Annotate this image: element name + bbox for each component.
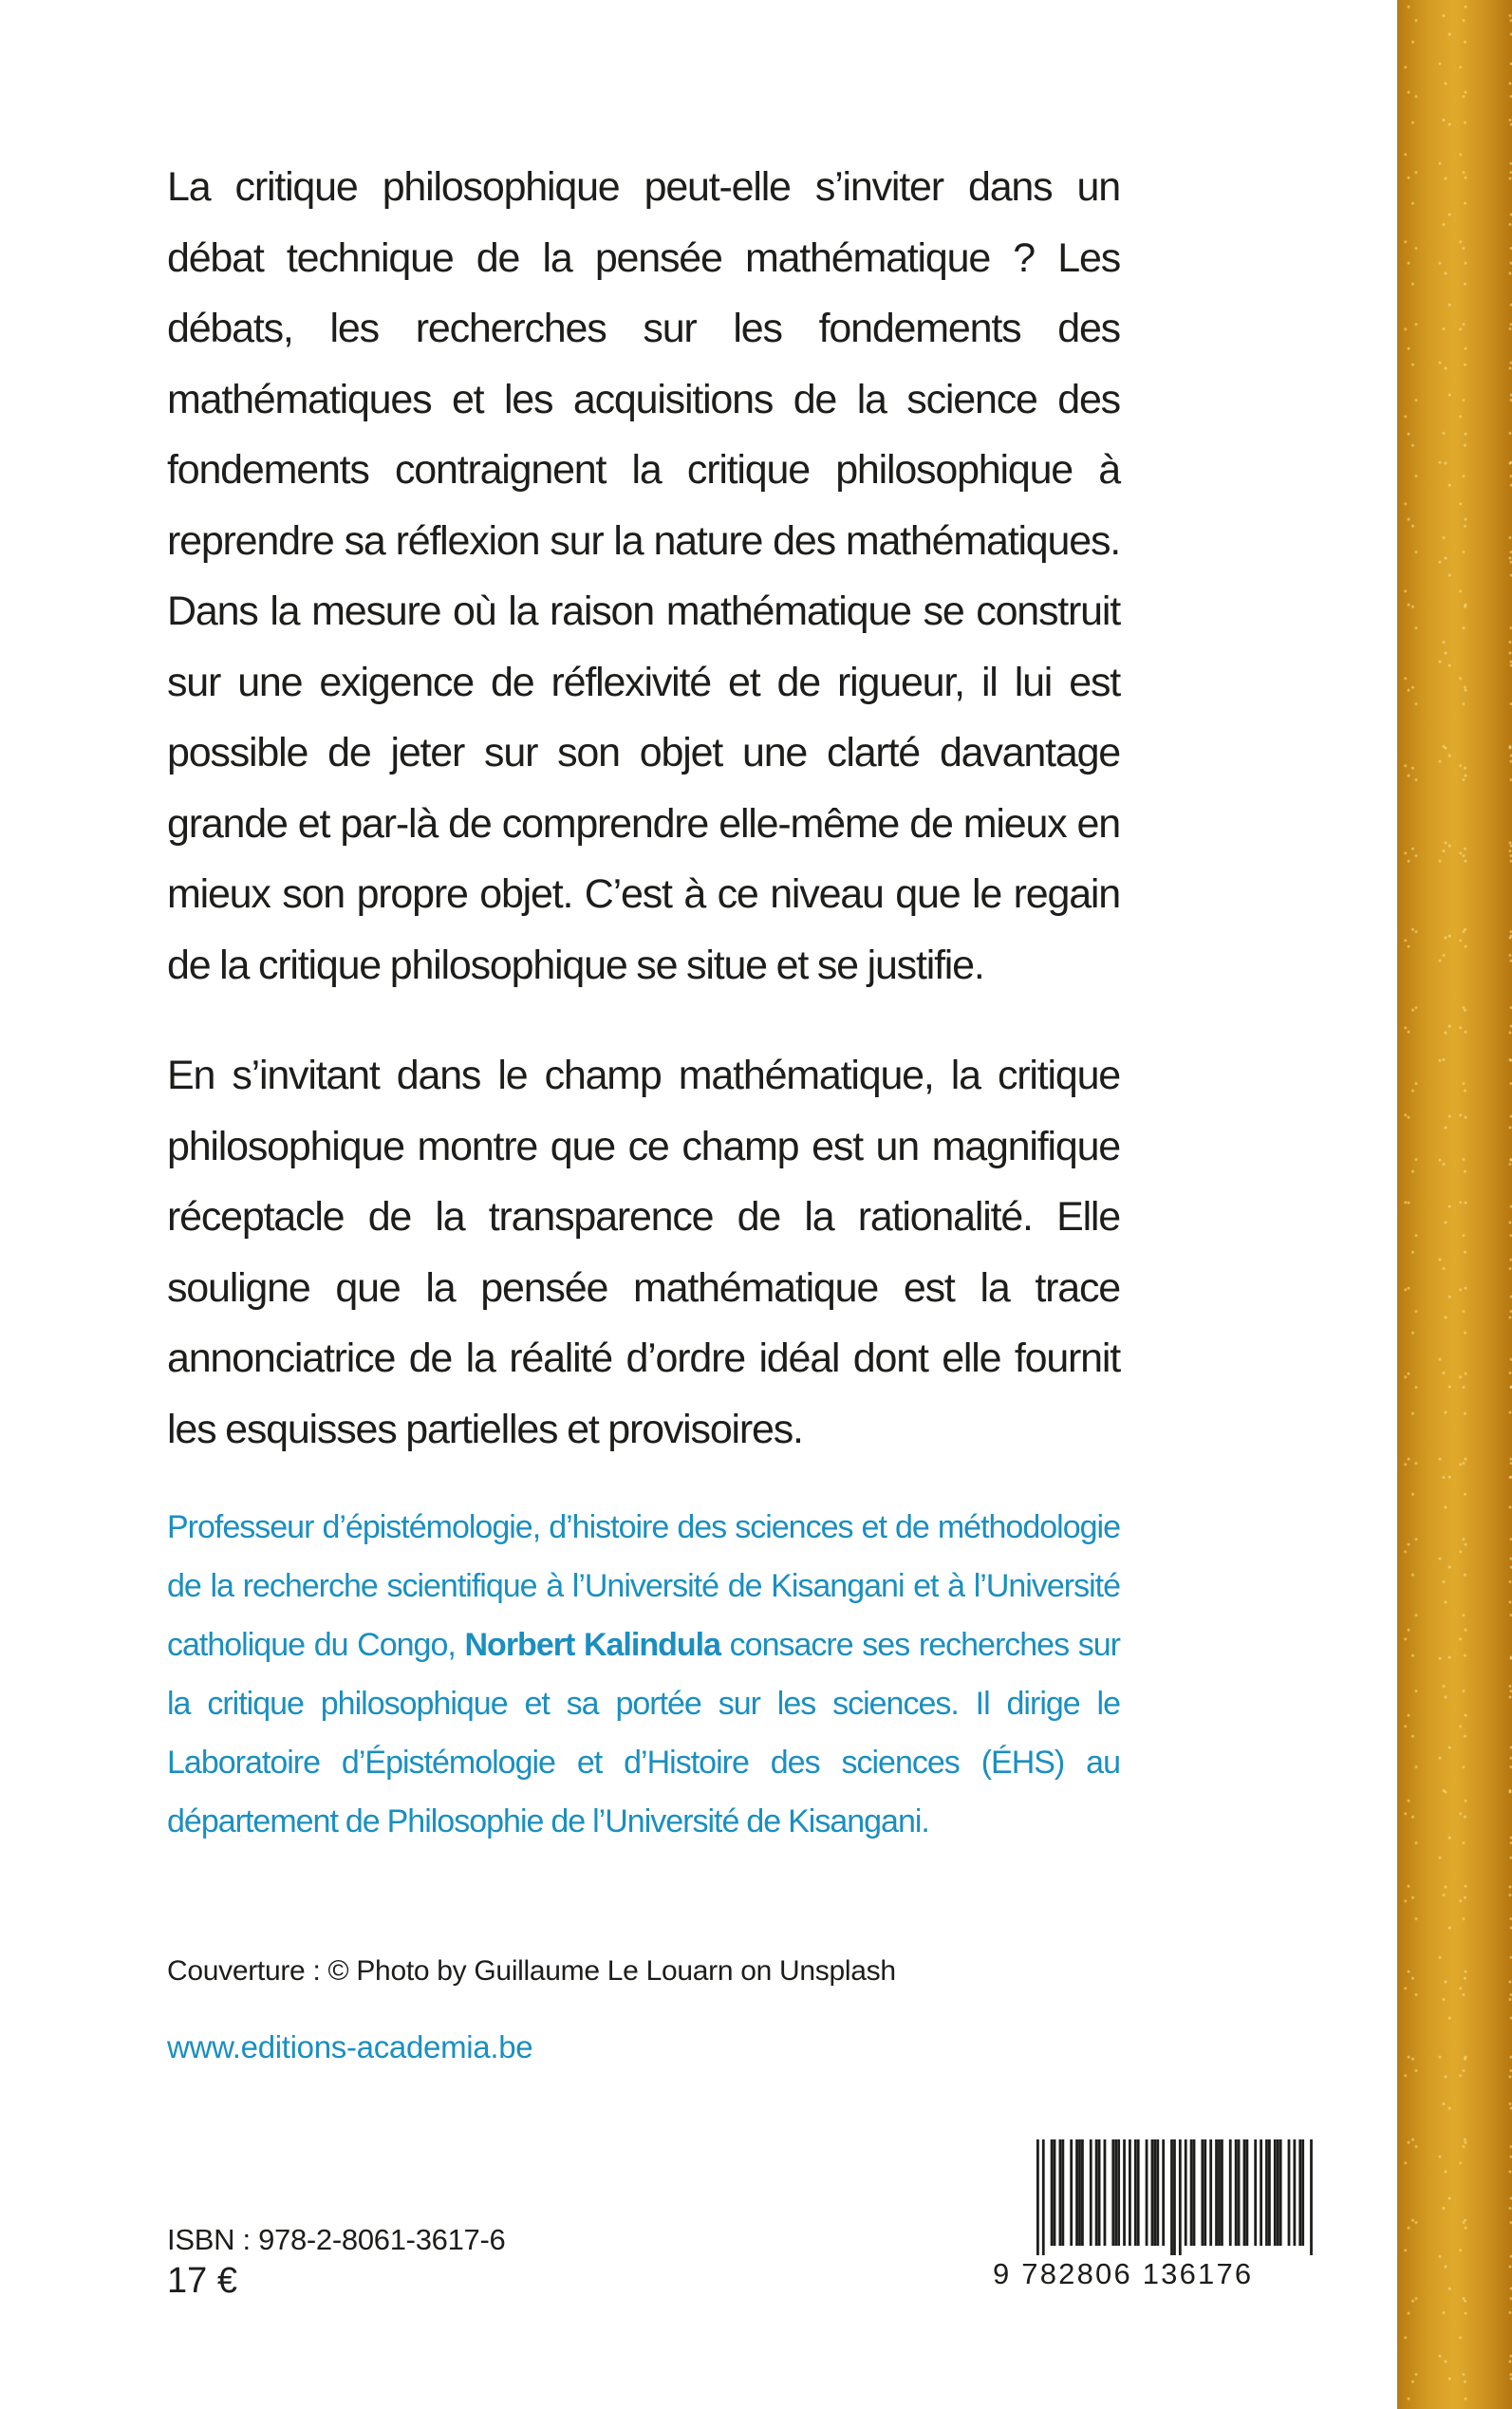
barcode-digits: 9 782806 136176 xyxy=(993,2257,1254,2290)
barcode-bar xyxy=(1243,2139,1246,2246)
barcode-bar xyxy=(1151,2139,1154,2246)
barcode-bar xyxy=(1254,2139,1257,2246)
price: 17 € xyxy=(167,2261,237,2301)
barcode-bar xyxy=(1036,2139,1039,2255)
barcode-bar xyxy=(1193,2139,1196,2246)
barcode-bar xyxy=(1098,2139,1101,2246)
barcode-bar xyxy=(1170,2139,1173,2255)
barcode-bar xyxy=(1114,2139,1117,2246)
barcode-bar xyxy=(1095,2139,1098,2246)
barcode-bar xyxy=(1137,2139,1140,2246)
author-name: Norbert Kalindula xyxy=(464,1627,720,1663)
barcode-bar xyxy=(1061,2139,1064,2246)
book-spine xyxy=(1397,0,1512,2409)
barcode-bar xyxy=(1146,2139,1148,2246)
barcode xyxy=(993,2139,1316,2297)
barcode-bar xyxy=(1185,2139,1187,2246)
blurb xyxy=(167,152,1120,1504)
barcode-bar xyxy=(1209,2139,1212,2246)
barcode-bar xyxy=(1090,2139,1092,2246)
barcode-bar xyxy=(1059,2139,1062,2246)
barcode-bar xyxy=(1162,2139,1165,2246)
barcode-bar xyxy=(1293,2139,1296,2246)
barcode-bar xyxy=(1260,2139,1262,2246)
barcode-bar xyxy=(1134,2139,1137,2246)
barcode-bar xyxy=(1265,2139,1268,2246)
barcode-bar xyxy=(1078,2139,1081,2246)
barcode-bar xyxy=(1104,2139,1107,2246)
barcode-bar xyxy=(1235,2139,1238,2246)
barcode-bar xyxy=(1173,2139,1176,2255)
barcode-bar xyxy=(1201,2139,1204,2246)
publisher-website[interactable]: www.editions-academia.be xyxy=(167,2029,533,2064)
barcode-bar xyxy=(1268,2139,1271,2246)
barcode-bar xyxy=(1129,2139,1131,2246)
barcode-bar xyxy=(1123,2139,1126,2246)
isbn: ISBN : 978-2-8061-3617-6 xyxy=(167,2223,506,2256)
barcode-bar xyxy=(1153,2139,1156,2246)
barcode-bar xyxy=(1190,2139,1193,2246)
barcode-bar xyxy=(1215,2139,1218,2246)
barcode-bar xyxy=(1229,2139,1232,2246)
barcode-bar xyxy=(1277,2139,1279,2246)
barcode-bar xyxy=(1221,2139,1223,2246)
author-bio xyxy=(167,1498,1120,1851)
barcode-bar xyxy=(1111,2139,1114,2246)
barcode-bar xyxy=(1054,2139,1056,2246)
barcode-bar xyxy=(1218,2139,1221,2246)
barcode-bar xyxy=(1301,2139,1304,2246)
barcode-bar xyxy=(1081,2139,1084,2246)
cover-credit: Couverture : © Photo by Guillaume Le Louarn on Unsplash xyxy=(167,1955,896,1987)
barcode-bar xyxy=(1310,2139,1313,2255)
barcode-bar xyxy=(1179,2139,1182,2255)
blurb-paragraph-1: La critique philosophique peut-elle s’inviter dans un débat technique de la pensée mathématique ? Les débats, les recherches sur les fondements des mathématiques et les acquisitions de la science des fondements contraignent la critique philosophique à reprendre sa réflexion sur la nature des mathématiques. Dans la mesure où la raison mathématique se construit sur une exigence de réflexivité et de rigueur, il lui est possible de jeter sur son objet une clarté davantage grande et par-là de comprendre elle-même de mieux en mieux son propre objet. C’est à ce niveau que le regain de la critique philosophique se situe et se justifie. xyxy=(167,164,1120,988)
barcode-bars-icon xyxy=(1036,2139,1316,2259)
barcode-bar xyxy=(1288,2139,1291,2246)
barcode-bar xyxy=(1075,2139,1078,2246)
barcode-bar xyxy=(1051,2139,1054,2246)
author-bio-intro: Professeur d’épistémologie, d’histoire des sciences et de méthodologie de la recherche scientifique à l’Université de Kisangani et à l’Université catholique du Congo, xyxy=(167,1509,1120,1663)
barcode-bar xyxy=(1042,2139,1045,2255)
barcode-bar xyxy=(1246,2139,1249,2246)
barcode-bar xyxy=(1117,2139,1120,2246)
barcode-bar xyxy=(1238,2139,1241,2246)
barcode-bar xyxy=(1274,2139,1277,2246)
barcode-bar xyxy=(1070,2139,1073,2246)
barcode-bar xyxy=(1204,2139,1206,2246)
barcode-bar xyxy=(1279,2139,1282,2246)
barcode-bar xyxy=(1298,2139,1301,2246)
blurb-paragraph-2: En s’invitant dans le champ mathématique, la critique philosophique montre que ce champ est un magnifique réceptacle de la transparence de la rationalité. Elle souligne que la pensée mathématique est la trace annonciatrice de la réalité d’ordre idéal dont elle fournit les esquisses partielles et provisoires. xyxy=(167,1053,1120,1452)
barcode-bar xyxy=(1156,2139,1159,2246)
author-bio-rest: consacre ses recherches sur la critique philosophique et sa portée sur les sciences. Il dirige le Laboratoire d’Épistémologie et d’Histoire des sciences (ÉHS) au département de Philosophie de l’Université de Kisangani. xyxy=(167,1627,1120,1839)
